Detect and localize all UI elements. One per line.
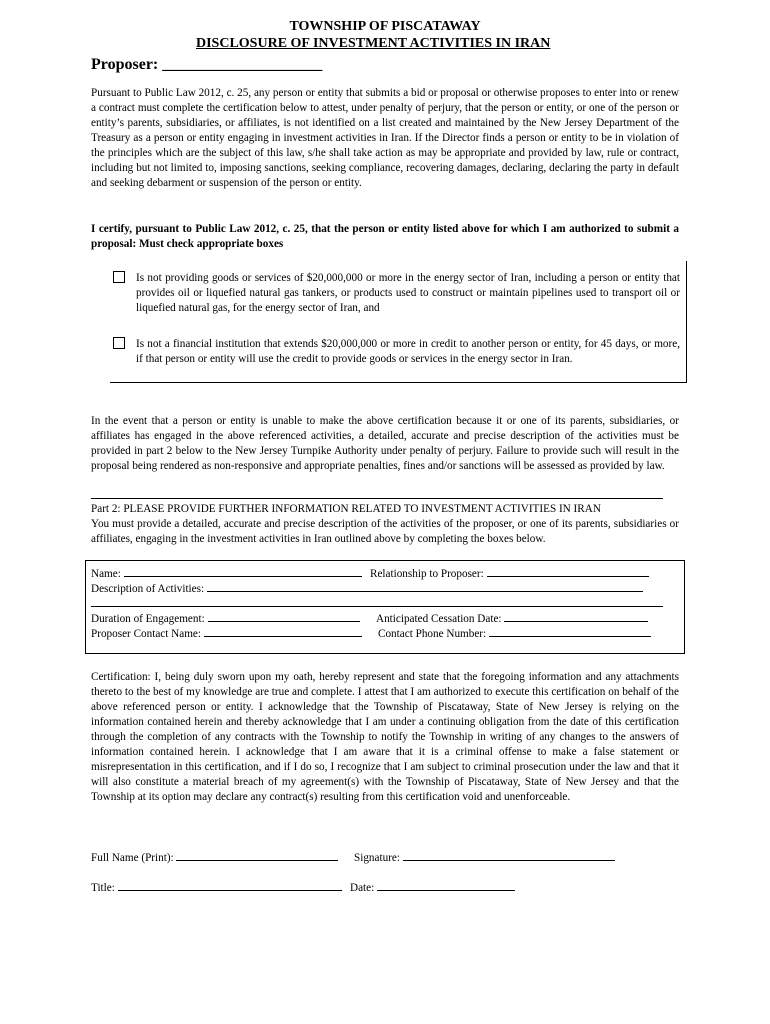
date-blank[interactable] [377, 879, 515, 891]
activity-info-box [85, 560, 685, 654]
option-1-checkbox[interactable] [113, 271, 125, 283]
relationship-label: Relationship to Proposer: [370, 568, 484, 580]
proposer-field[interactable]: Proposer: ____________________ [91, 56, 323, 73]
options-box [110, 261, 687, 383]
option-1-text: Is not providing goods or services of $20,000,000 or more in the energy sector of Iran, including a person or entity that provides oil or liquefied natural gas tankers, or products used to construct or maintain pipelines used to transport oil or liquefied natural gas, for the energy sector of Iran, and [136, 272, 680, 314]
contact-name-label: Proposer Contact Name: [91, 628, 201, 640]
document-subtitle: DISCLOSURE OF INVESTMENT ACTIVITIES IN IRAN [196, 36, 551, 51]
date-field[interactable] [350, 879, 515, 896]
description-blank[interactable] [207, 580, 643, 592]
description-label: Description of Activities: [91, 583, 205, 595]
cessation-blank[interactable] [504, 610, 648, 622]
relationship-blank[interactable] [487, 565, 649, 577]
contact-phone-blank[interactable] [489, 625, 651, 637]
option-2-checkbox[interactable] [113, 337, 125, 349]
certification-paragraph: Certification: I, being duly sworn upon my oath, hereby represent and state that the foregoing information and any attachments thereto to the best of my knowledge are true and complete. I attest that I am authorized to execute this certification on behalf of the above referenced person or entity. I acknowledge that the Township of Piscataway, State of New Jersey is relying on the information contained herein and thereby acknowledge that I am under a continuing obligation from the date of this certification through the completion of any contracts with the Township to notify the Township in writing of any changes to the answers of information contained herein. I acknowledge that I am aware that it is a criminal offense to make a false statement or misrepresentation in this certification, and if I do so, I recognize that I am subject to criminal prosecution under the law and that it will also constitute a material breach of my agreement(s) with the Township of Piscataway, State of New Jersey and that the Township at its option may declare any contract(s) resulting from this certification void and unenforceable. [91, 671, 679, 803]
certify-statement: I certify, pursuant to Public Law 2012, c. 25, that the person or entity listed above for which I am authorized to submit a proposal: Must check appropriate boxes [91, 223, 679, 250]
contact-phone-field[interactable] [378, 625, 651, 642]
part2-heading: Part 2: PLEASE PROVIDE FURTHER INFORMATION RELATED TO INVESTMENT ACTIVITIES IN IRAN [91, 503, 601, 515]
duration-blank[interactable] [208, 610, 360, 622]
option-2-text: Is not a financial institution that extends $20,000,000 or more in credit to another person or entity, for 45 days, or more, if that person or entity will use the credit to provide goods or services in the energy sector in Iran. [136, 338, 680, 365]
name-blank[interactable] [124, 565, 362, 577]
full-name-field[interactable] [91, 849, 338, 866]
signature-blank[interactable] [403, 849, 615, 861]
section-divider [91, 498, 663, 499]
contact-phone-label: Contact Phone Number: [378, 628, 487, 640]
title-blank[interactable] [118, 879, 342, 891]
document-title: TOWNSHIP OF PISCATAWAY [289, 19, 481, 34]
contact-name-field[interactable] [91, 625, 362, 642]
intro-paragraph: Pursuant to Public Law 2012, c. 25, any person or entity that submits a bid or proposal or otherwise proposes to enter into or renew a contract must complete the certification below to attest, under penalty of perjury, that the person or entity, or one of the person or entity’s parents, subsidiaries, or affiliates, is not identified on a list created and maintained by the New Jersey Department of the Treasury as a person or entity engaging in investment activities in Iran. If the Director finds a person or entity to be in violation of the principles which are the subject of this law, s/he shall take action as may be appropriate and provided by law, rule or contract, including but not limited to, imposing sanctions, seeking compliance, recovering damages, declaring, declaring the party in default and seeking debarment or suspension of the person or entity. [91, 87, 679, 189]
signature-label: Signature: [354, 852, 400, 864]
name-label: Name: [91, 568, 121, 580]
description-field[interactable] [91, 580, 643, 597]
contact-name-blank[interactable] [204, 625, 362, 637]
part2-instructions: You must provide a detailed, accurate and precise description of the activities of the proposer, or one of its parents, subsidiaries or affiliates, engaging in the investment activities in Iran outlined above by completing the boxes below. [91, 518, 679, 545]
event-paragraph: In the event that a person or entity is unable to make the above certification because it or one of its parents, subsidiaries, or affiliates has engaged in the above referenced activities, a detailed, accurate and precise description of the activities must be provided in part 2 below to the New Jersey Turnpike Authority under penalty of perjury. Failure to provide such will result in the proposal being rendered as non-responsive and appropriate penalties, fines and/or sanctions will be assessed as provided by law. [91, 415, 679, 472]
cessation-label: Anticipated Cessation Date: [376, 613, 502, 625]
duration-label: Duration of Engagement: [91, 613, 205, 625]
full-name-label: Full Name (Print): [91, 852, 174, 864]
title-field[interactable] [91, 879, 342, 896]
title-label: Title: [91, 882, 115, 894]
date-label: Date: [350, 882, 375, 894]
description-blank-line-2[interactable] [91, 606, 663, 607]
signature-field[interactable] [354, 849, 615, 866]
full-name-blank[interactable] [176, 849, 338, 861]
